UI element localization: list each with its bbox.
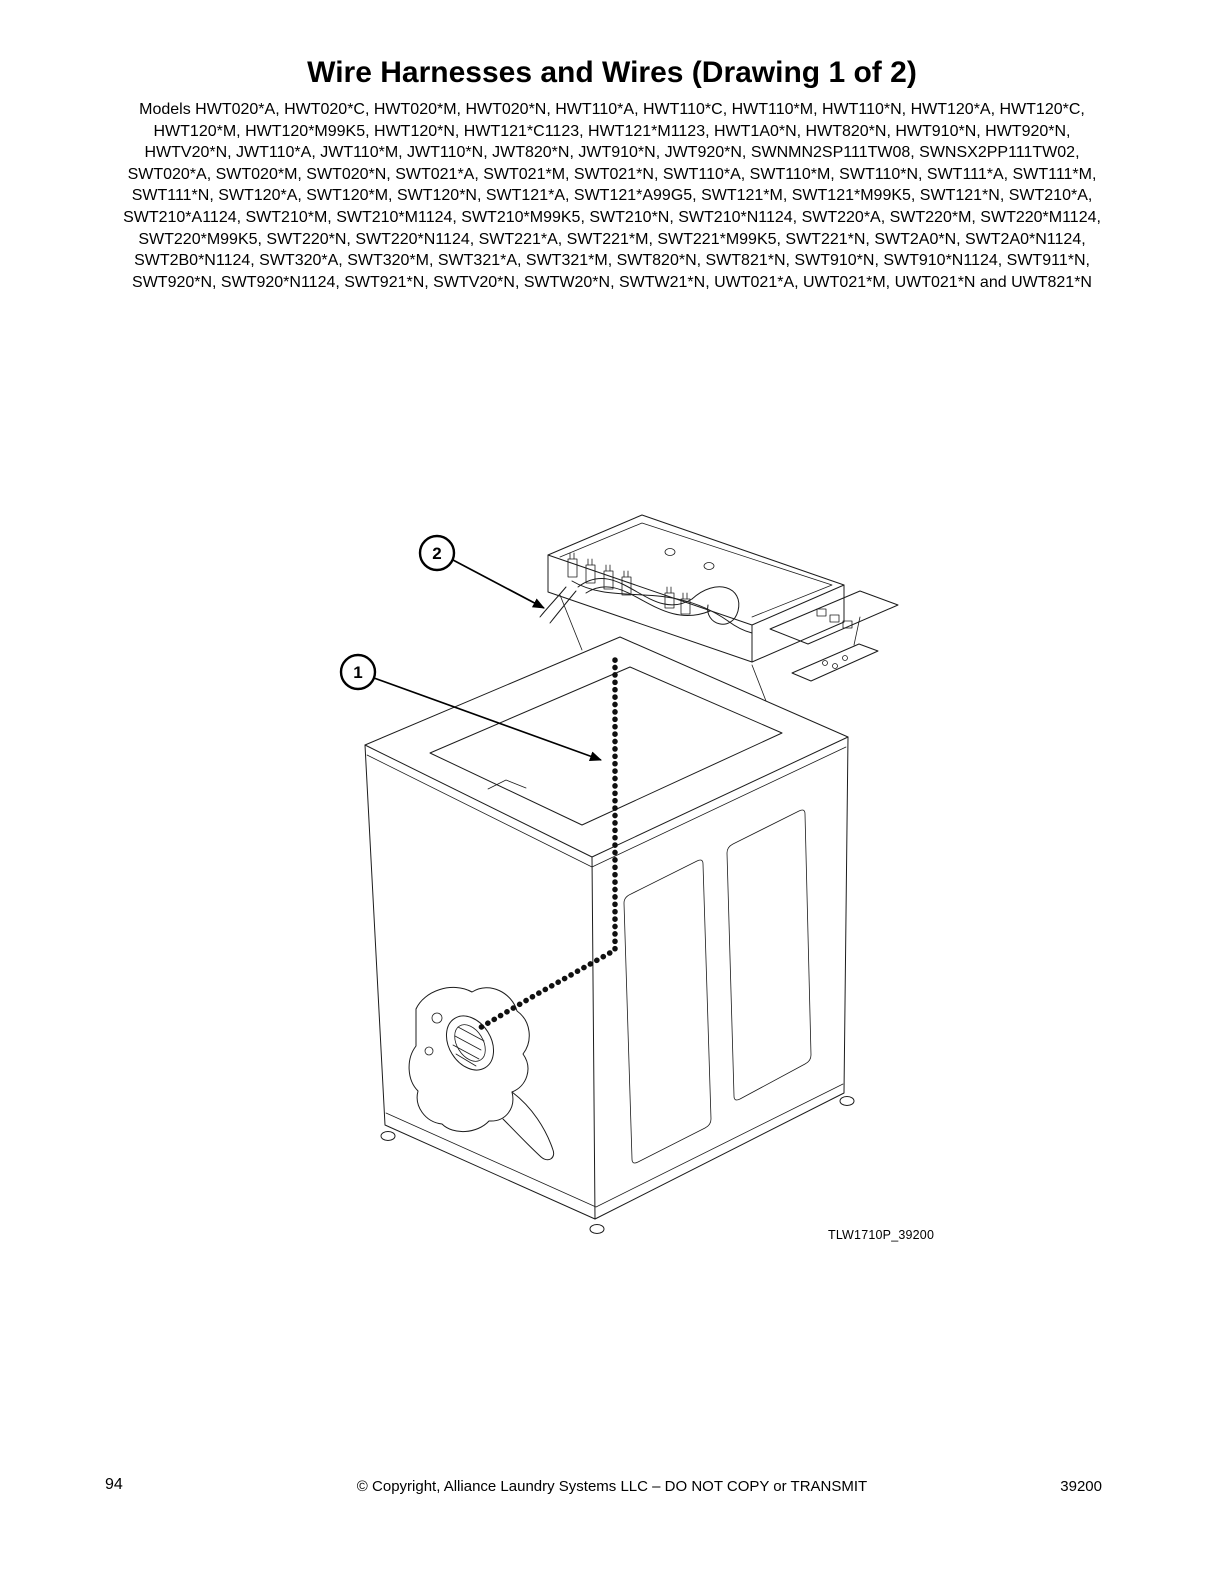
callout-2-number: 2 [432,544,442,563]
leveling-foot [381,1097,854,1234]
page-number: 94 [105,1476,123,1493]
washer-lid [430,667,782,825]
washer-cabinet [365,637,854,1234]
callout-2 [420,536,544,608]
document-number: 39200 [1060,1478,1102,1495]
models-list: Models HWT020*A, HWT020*C, HWT020*M, HWT020*N, HWT110*A, HWT110*C, HWT110*M, HWT110*N, HWT120*A, HWT120*C, HWT120*M, HWT120*M99K5, HWT120*N, HWT121*C1123, HWT121*M1123, HWT1A0*N, HWT820*N, HWT910*N, HWT920*N, HWTV20*N, JWT110*A, JWT110*M, JWT110*N, JWT820*N, JWT910*N, JWT920*N, SWNMN2SP111TW08, SWNSX2PP111TW02, SWT020*A, SWT020*M, SWT020*N, SWT021*A, SWT021*M, SWT021*N, SWT110*A, SWT110*M, SWT110*N, SWT111*A, SWT111*M, SWT111*N, SWT120*A, SWT120*M, SWT120*N, SWT121*A, SWT121*A99G5, SWT121*M, SWT121*M99K5, SWT121*N, SWT210*A, SWT210*A1124, SWT210*M, SWT210*M1124, SWT210*M99K5, SWT210*N, SWT210*N1124, SWT220*A, SWT220*M, SWT220*M1124, SWT220*M99K5, SWT220*N, SWT220*N1124, SWT221*A, SWT221*M, SWT221*M99K5, SWT221*N, SWT2A0*N, SWT2A0*N1124, SWT2B0*N1124, SWT320*A, SWT320*M, SWT321*A, SWT321*M, SWT820*N, SWT821*N, SWT910*N, SWT910*N1124, SWT911*N, SWT920*N, SWT920*N1124, SWT921*N, SWTV20*N, SWTW20*N, SWTW21*N, UWT021*A, UWT021*M, UWT021*N and UWT821*N [123,101,1101,291]
washer-wiring-diagram [320,495,940,1265]
control-panel [770,591,898,681]
callout-2-arrow [453,560,544,608]
callout-1 [341,655,601,760]
lower-wiring-component [409,987,554,1159]
callout-1-number: 1 [353,663,363,682]
callout-1-arrow [374,678,601,760]
copyright-notice: © Copyright, Alliance Laundry Systems LLC – DO NOT COPY or TRANSMIT [356,1478,868,1495]
page-title: Wire Harnesses and Wires (Drawing 1 of 2) [307,56,917,89]
drawing-code-label: TLW1710P_39200 [828,1228,935,1242]
console-tray [548,515,844,701]
